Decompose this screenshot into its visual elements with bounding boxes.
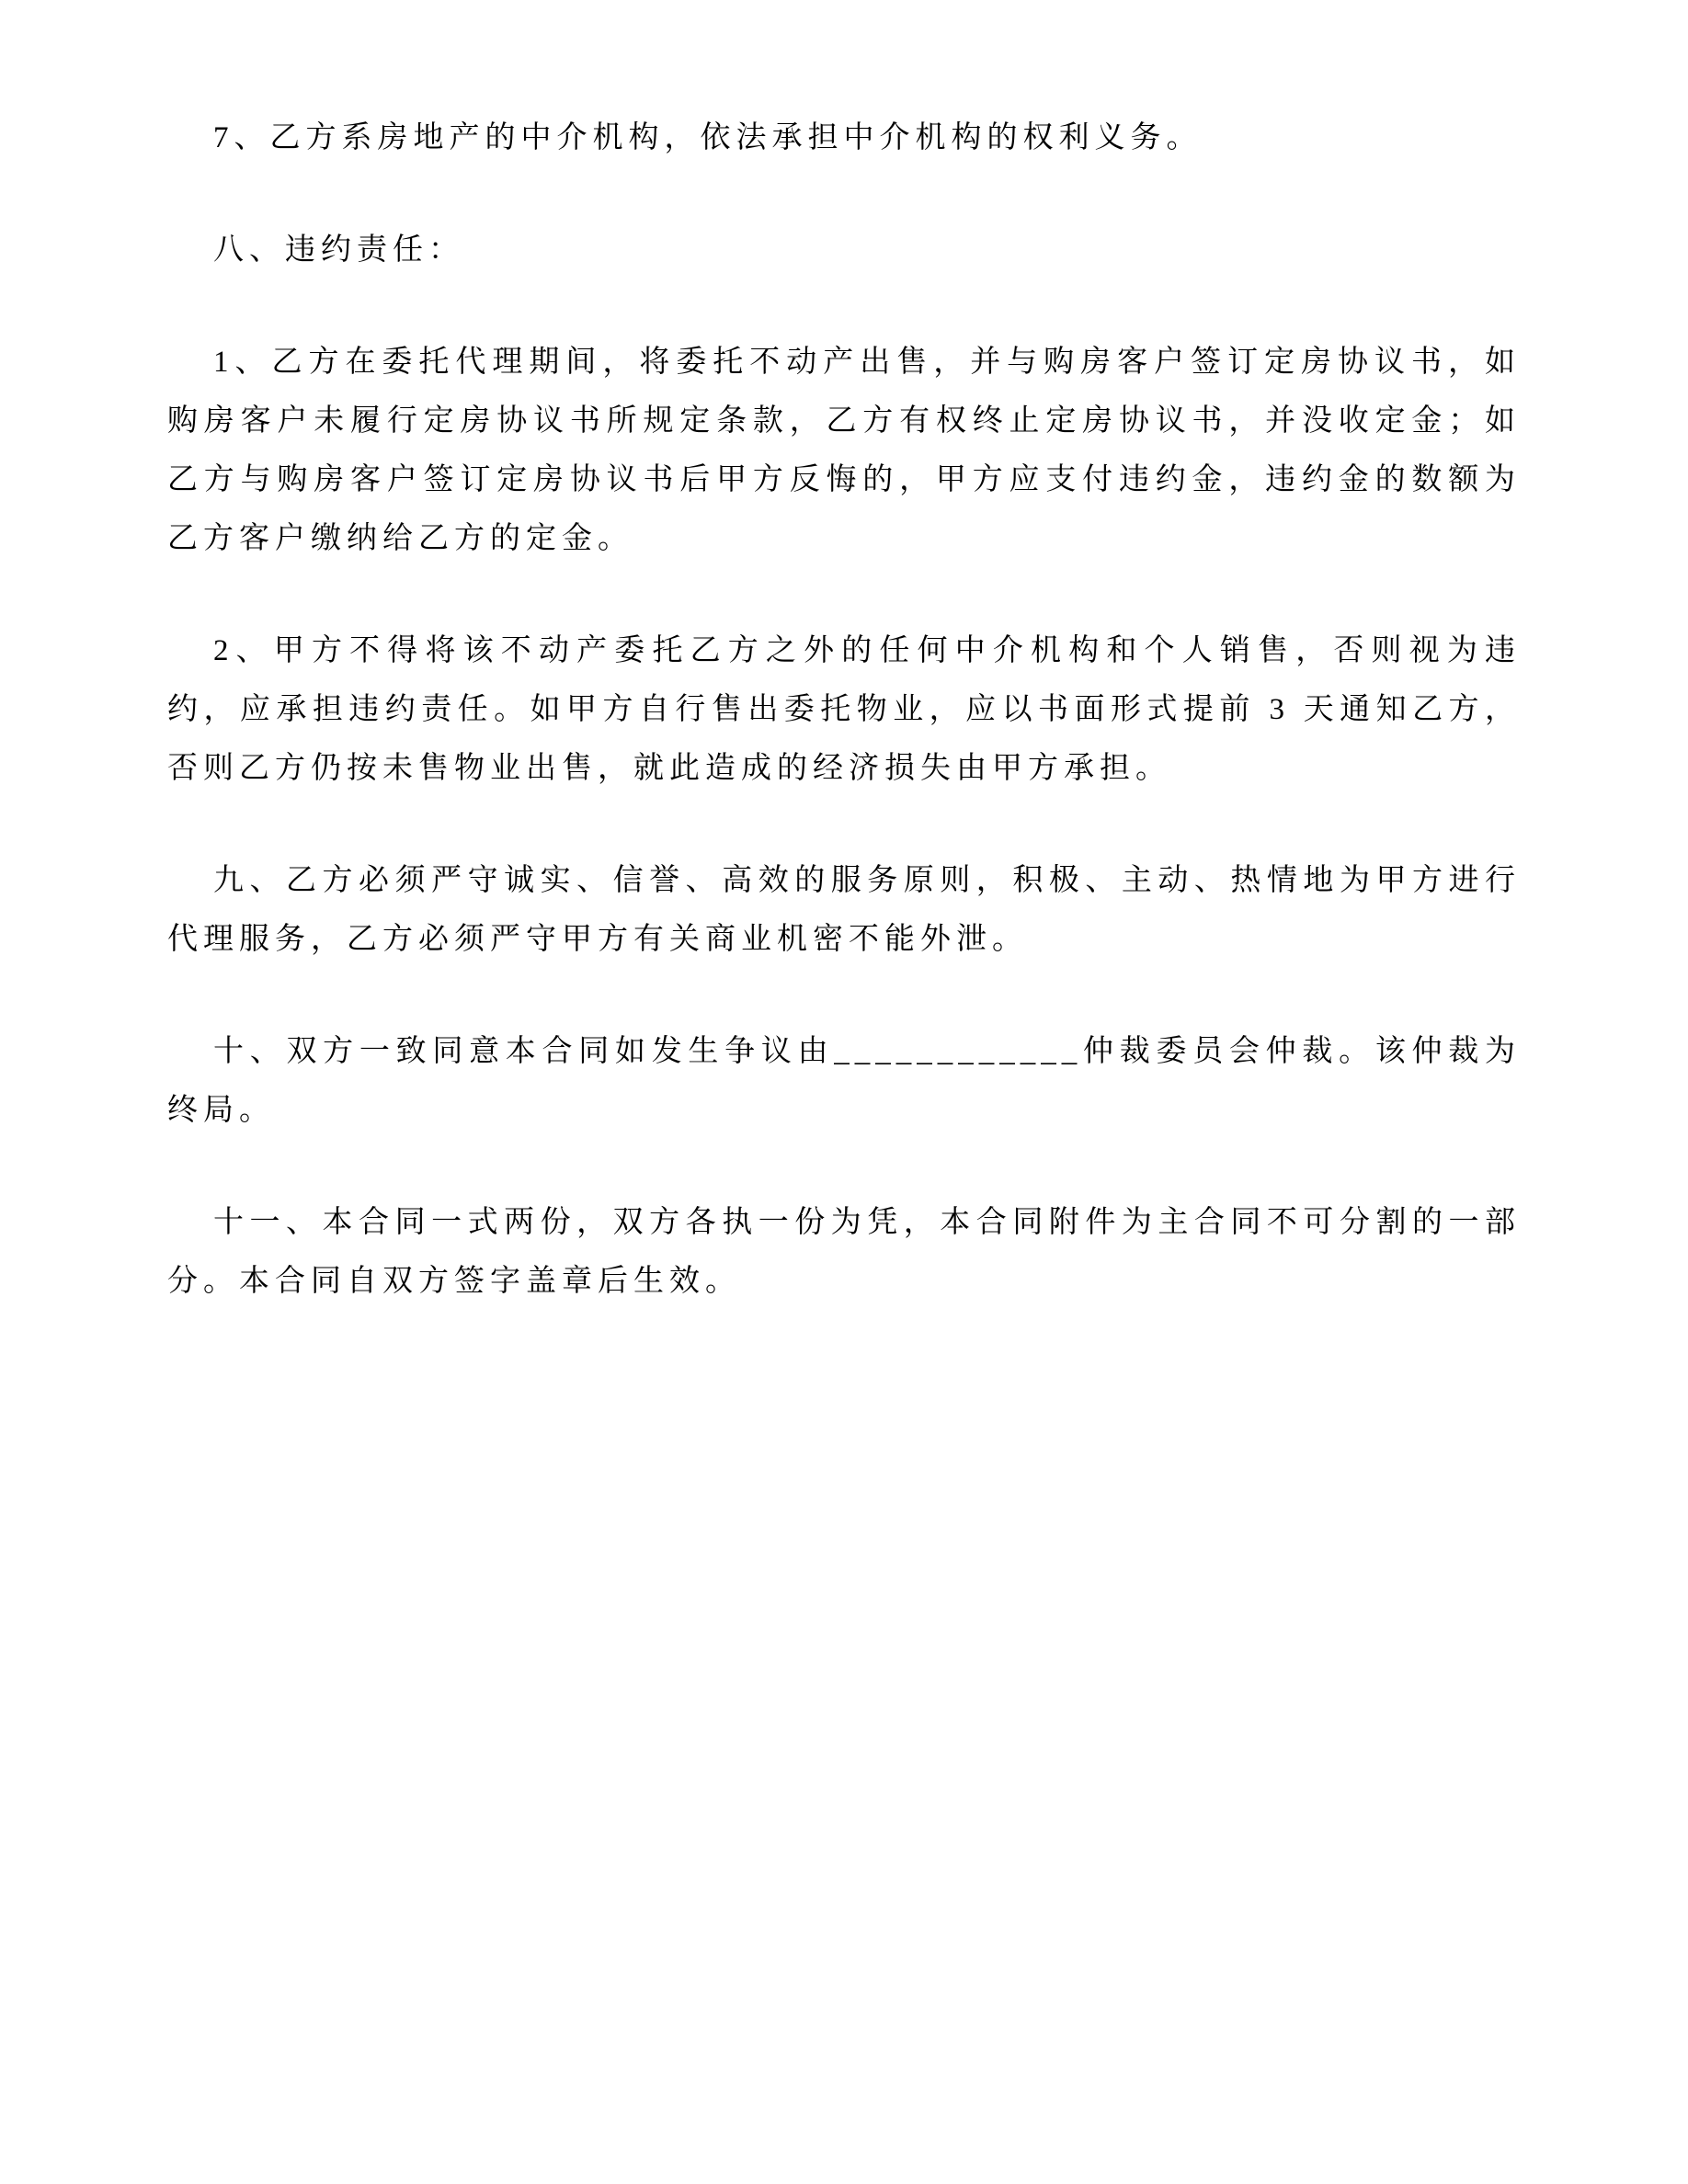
clause-11: 十一、本合同一式两份，双方各执一份为凭，本合同附件为主合同不可分割的一部分。本合同自双方签字盖章后生效。 bbox=[167, 1206, 1521, 1298]
clause-9: 九、乙方必须严守诚实、信誉、高效的服务原则，积极、主动、热情地为甲方进行代理服务，乙方必须严守甲方有关商业机密不能外泄。 bbox=[167, 864, 1521, 956]
clause-7: 7、乙方系房地产的中介机构，依法承担中介机构的权利义务。 bbox=[213, 121, 1203, 154]
clause-8-item-1: 1、乙方在委托代理期间，将委托不动产出售，并与购房客户签订定房协议书，如购房客户未履行定房协议书所规定条款，乙方有权终止定房协议书，并没收定金；如乙方与购房客户签订定房协议书后甲方反悔的，甲方应支付违约金，违约金的数额为乙方客户缴纳给乙方的定金。 bbox=[167, 346, 1521, 555]
clause-8-item-2: 2、甲方不得将该不动产委托乙方之外的任何中介机构和个人销售，否则视为违约，应承担违约责任。如甲方自行售出委托物业，应以书面形式提前 3 天通知乙方，否则乙方仍按未售物业出售，就此造成的经济损失由甲方承担。 bbox=[167, 634, 1521, 785]
clause-10-arbitration-blank: 十、双方一致同意本合同如发生争议由____________仲裁委员会仲裁。该仲裁为终局。 bbox=[167, 1035, 1521, 1127]
clause-8-heading: 八、违约责任： bbox=[213, 233, 464, 267]
